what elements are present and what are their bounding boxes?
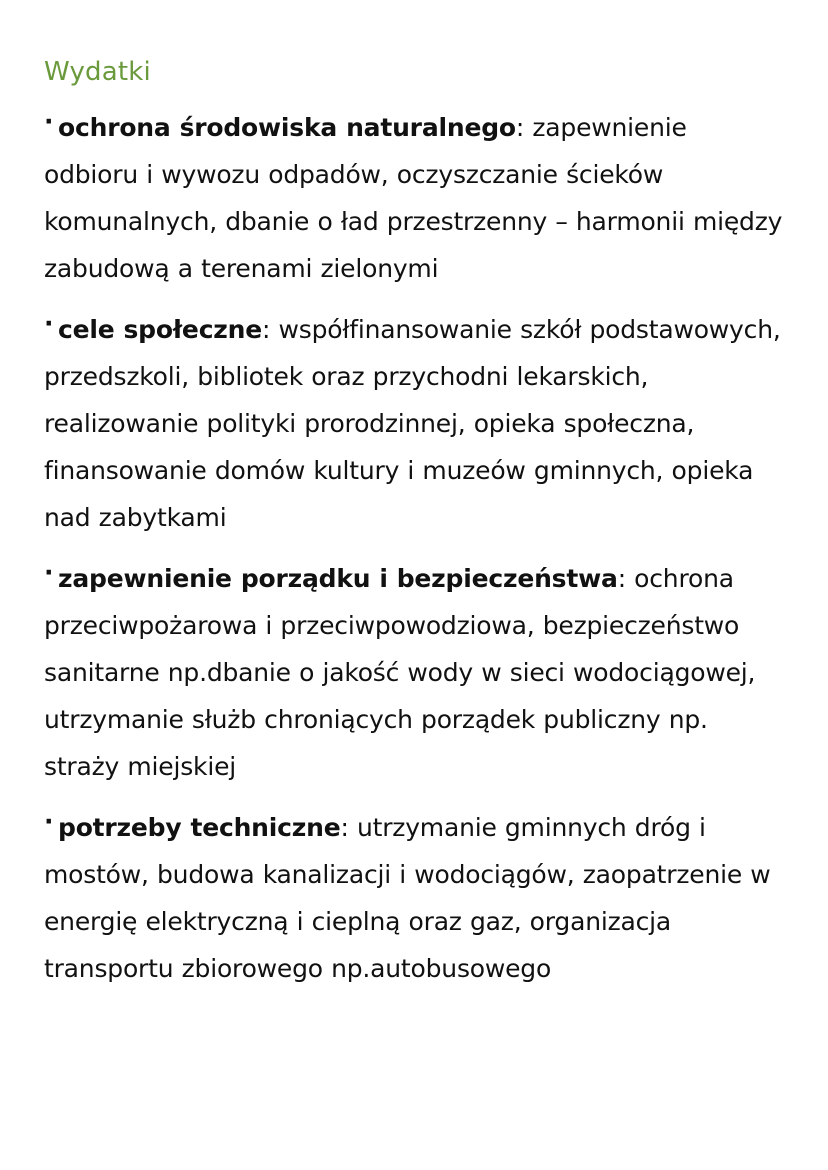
item-text: utrzymanie gminnych dróg i mostów, budowa kanalizacji i wodociągów, zaopatrzenie w energię elektryczną i cieplną oraz gaz, organizacja transportu zbiorowego np.autobusowego: [44, 813, 771, 983]
item-term: zapewnienie porządku i bezpieczeństwa: [58, 564, 618, 593]
list-item-environment: [44, 104, 788, 292]
section-heading: Wydatki: [44, 57, 151, 87]
bullet-icon: ·: [44, 107, 54, 136]
item-separator: :: [340, 813, 349, 842]
bullet-icon: ·: [44, 558, 54, 587]
item-term: potrzeby techniczne: [58, 813, 341, 842]
bullet-icon: ·: [44, 309, 54, 338]
item-text: zapewnienie odbioru i wywozu odpadów, oczyszczanie ścieków komunalnych, dbanie o ład przestrzenny – harmonii między zabudową a terenami zielonymi: [44, 113, 783, 283]
list-item-technical: [44, 804, 788, 992]
item-text: ochrona przeciwpożarowa i przeciwpowodziowa, bezpieczeństwo sanitarne np.dbanie o jakość wody w sieci wodociągowej, utrzymanie służb chroniących porządek publiczny np. straży miejskiej: [44, 564, 756, 781]
bullet-icon: ·: [44, 807, 54, 836]
item-term: cele społeczne: [58, 315, 263, 344]
item-separator: :: [262, 315, 271, 344]
item-term: ochrona środowiska naturalnego: [58, 113, 516, 142]
list-item-safety: [44, 555, 788, 790]
item-text: współfinansowanie szkół podstawowych, przedszkoli, bibliotek oraz przychodni lekarskich, realizowanie polityki prorodzinnej, opieka społeczna, finansowanie domów kultury i muzeów gminnych, opieka nad zabytkami: [44, 315, 781, 532]
item-separator: :: [617, 564, 626, 593]
list-item-social: [44, 306, 788, 541]
item-separator: :: [515, 113, 525, 142]
